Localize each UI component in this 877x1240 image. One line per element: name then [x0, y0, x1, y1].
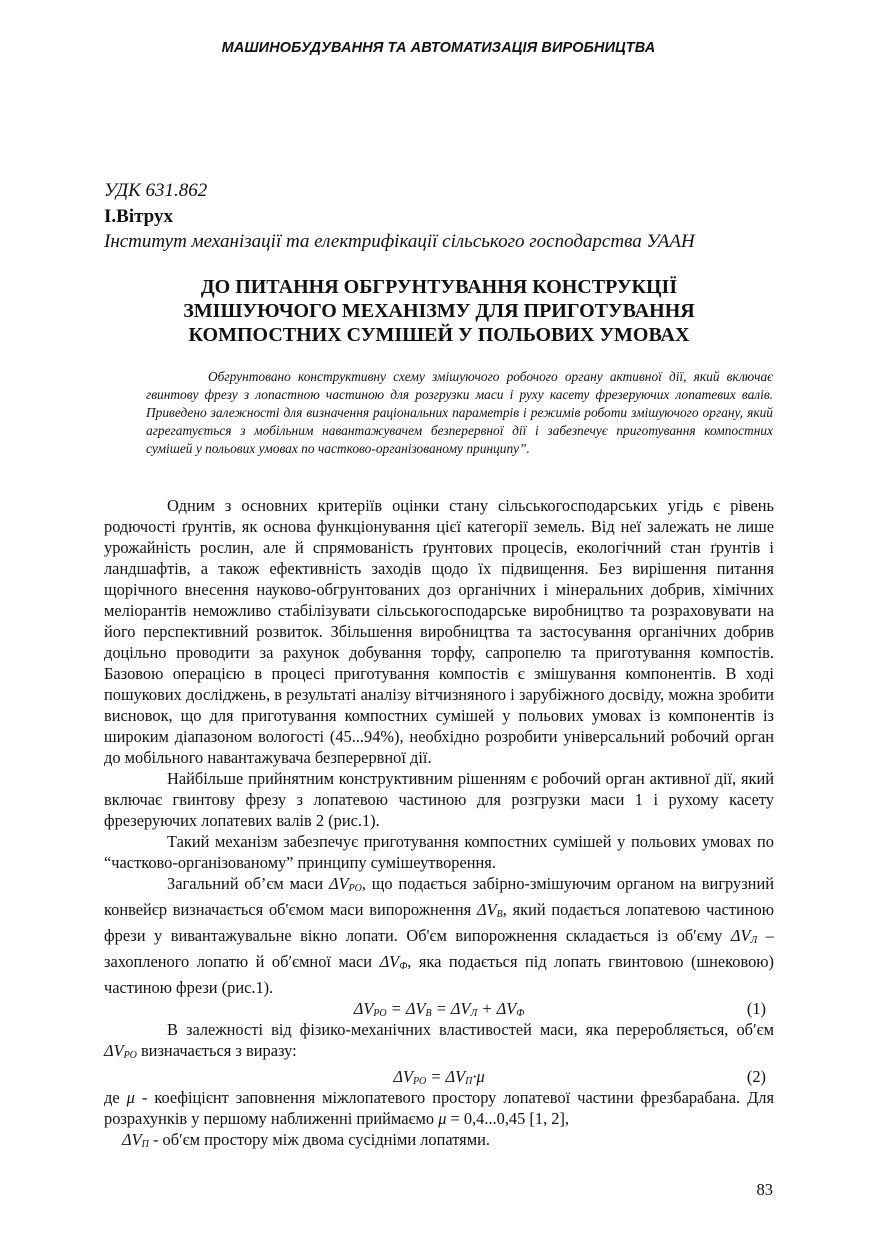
delta-v-f-symbol: $\Delta V_Ф$	[379, 952, 408, 972]
formula-2-expression: $\Delta V_{РО} = \Delta V_П\cdot\mu$	[393, 1067, 485, 1087]
paper-title	[104, 275, 774, 347]
formula-2-number: (2)	[746, 1067, 766, 1086]
udk-code: УДК 631.862	[104, 180, 208, 201]
paragraph-5: В залежності від фізико-механічних властивостей маси, яка переробляється, об′єм $\Delta V_{РО}$ визначається з виразу:	[104, 1020, 774, 1061]
author-name: І.Вітрух	[104, 206, 173, 227]
paragraph-7: $\Delta V_П - об'єм$ простору між двома сусідніми лопатями.	[122, 1130, 490, 1150]
formula-2	[104, 1066, 774, 1087]
delta-v-ro-symbol: $\Delta V_{РО}$	[104, 1041, 137, 1061]
body-text	[104, 495, 774, 1155]
delta-v-p-symbol: $\Delta V_П$	[122, 1130, 149, 1150]
paragraph-1: Одним з основних критеріїв оцінки стану сільськогосподарських угідь є рівень родючості ґрунтів, як основа функціонування цієї категорії земель. Від неї залежать не лише урожайність рослин, але й спрямованість ґрунтових процесів, екологічний стан ґрунтів і ландшафтів, а також ефективність заходів щодо їх підвищення. Без вирішення питання щорічного внесення науково-обгрунтованих доз органічних і мінеральних добрив, хімічних меліорантів неможливо стабілізувати сільськогосподарське виробництво та розраховувати на його перспективний розвиток. Збільшення виробництва та застосування органічних добрив доцільно проводити за рахунок добування торфу, сапропелю та приготування компостів. Базовою операцією в процесі приготування компостів є змішування компонентів. В ході пошукових досліджень, в результаті аналізу вітчизняного і зарубіжного досвіду, можна зробити висновок, що для приготування компостних сумішей у польових умовах із компонентів із широким діапазоном вологості (45...94%), необхідно розробити універсальний робочий орган до мобільного навантажувача безперервної дії.	[104, 496, 774, 767]
paragraph-3: Такий механізм забезпечує приготування компостних сумішей у польових умовах по “частково-організованому” принципу сумішеутворення.	[104, 832, 774, 872]
mu-symbol: μ	[126, 1088, 135, 1107]
paragraph-6: де μ - коефіцієнт заповнення міжлопатевого простору лопатевої частини фрезбарабана. Для розрахунків у першому наближенні приймаємо μ = 0,4...0,45 [1, 2],	[104, 1088, 774, 1128]
running-head: МАШИНОБУДУВАННЯ ТА АВТОМАТИЗАЦІЯ ВИРОБНИЦТВА	[221, 40, 656, 56]
formula-1-expression: $\Delta V_{РО} = \Delta V_В = \Delta V_Л + \Delta V_Ф$	[353, 999, 525, 1019]
delta-v-l-symbol: $\Delta V_Л$	[730, 926, 758, 946]
delta-v-ro-symbol: $\Delta V_{РО}$	[328, 874, 362, 894]
abstract-text: Обгрунтовано конструктивну схему змішуючого робочого органу активної дії, який включає гвинтову фрезу з лопастною частиною для розгрузки маси і руху касету фрезеруючих лопатевих валів. Приведено залежності для визначення раціональних параметрів і режимів роботи змішуючого органу, який агрегатується з мобільним навантажувачем безперервної дії і забезпечує приготування компостних сумішей у польових умовах по частково-організованому принципу”.	[146, 369, 773, 456]
page-number: 83	[756, 1180, 773, 1199]
formula-1	[104, 998, 774, 1019]
title-line-2: ЗМІШУЮЧОГО МЕХАНІЗМУ ДЛЯ ПРИГОТУВАННЯ	[183, 300, 695, 322]
paragraph-4: Загальний об’єм маси $\Delta V_{РО}$, що подається забірно-змішуючим органом на вигрузний конвейєр визначається об'ємом маси випорожнення $\Delta V_В$, який подається лопатевою частиною фрези у вивантажувальне вікно лопати. Об'єм випорожнення складається із об′єму $\Delta V_Л$ – захопленого лопатю й об′ємної маси $\Delta V_Ф$, яка подається під лопать гвинтовою (шнековою) частиною фрези (рис.1).	[104, 874, 775, 997]
title-line-3: КОМПОСТНИХ СУМІШЕЙ У ПОЛЬОВИХ УМОВАХ	[188, 324, 690, 346]
paragraph-2: Найбільше прийнятним конструктивним рішенням є робочий орган активної дії, який включає гвинтову фрезу з лопатевою частиною для розгрузки маси 1 і рухому касету фрезеруючих лопатевих валів 2 (рис.1).	[104, 769, 774, 830]
mu-symbol: μ	[438, 1109, 447, 1128]
author-affiliation: Інститут механізації та електрифікації сільського господарства УААН	[104, 231, 695, 252]
delta-v-v-symbol: $\Delta V_В$	[476, 900, 503, 920]
abstract	[146, 368, 773, 458]
formula-1-number: (1)	[746, 999, 766, 1018]
title-line-1: ДО ПИТАННЯ ОБГРУНТУВАННЯ КОНСТРУКЦІЇ	[200, 276, 678, 298]
